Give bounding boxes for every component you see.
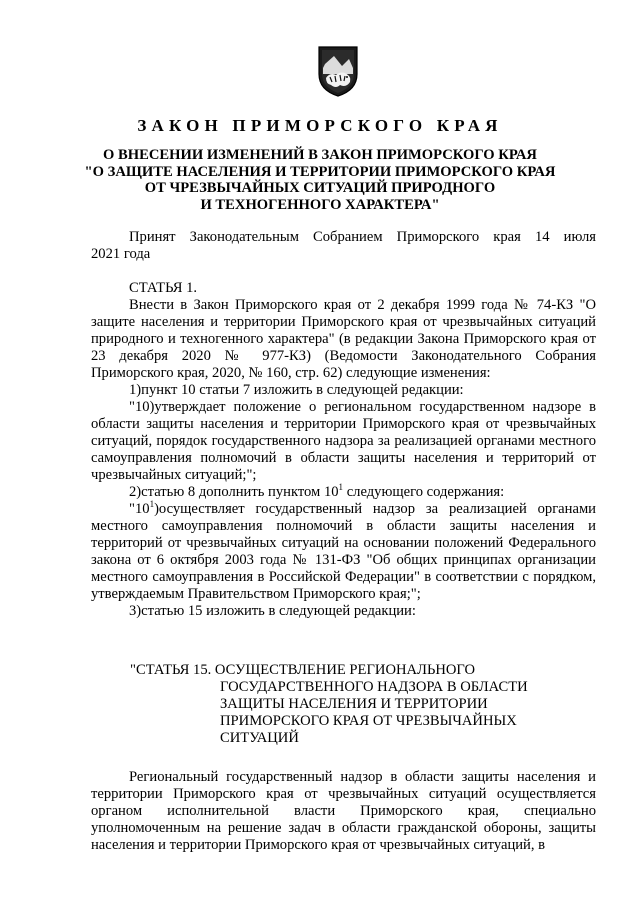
item-2-text-sup: 1 xyxy=(149,499,155,510)
item-2-sup: 1 xyxy=(338,482,344,493)
law-title: ЗАКОН ПРИМОРСКОГО КРАЯ xyxy=(137,116,503,135)
item-2-pre: 2)статью 8 дополнить пунктом 10 xyxy=(129,484,339,500)
item-2-post: следующего содержания: xyxy=(343,484,505,500)
article-1-intro: Внести в Закон Приморского края от 2 декабря 1999 года № 74-КЗ "О защите населения и территории Приморского края от чрезвычайных ситуаций природного и техногенного характера" (в редакции Закона Приморского края от 23 декабря 2020 № 977-КЗ) (Ведомости Законодательного Собрания Приморского края, 2020, № 160, стр. 62) следующие изменения: xyxy=(91,297,596,381)
adoption-line: 2021 года xyxy=(91,246,151,262)
article-15-heading-first: "СТАТЬЯ 15. ОСУЩЕСТВЛЕНИЕ РЕГИОНАЛЬНОГО xyxy=(130,662,476,678)
article-1-heading: СТАТЬЯ 1. xyxy=(129,280,198,296)
item-2-text-post: )осуществляет государственный надзор за реализацией органами местного самоуправления полномочий в области защиты населения и территорий от чрезвычайных ситуаций на основании положений Федерального закона от 6 октября 2003 года № 131-ФЗ "Об общих принципах организации местного самоуправления в Российской Федерации" в соответствии с порядком, утверждаемым Правительством Приморского края;"; xyxy=(91,501,596,602)
item-2 xyxy=(91,484,596,501)
coat-of-arms-icon xyxy=(316,44,360,98)
adoption-line: Принят Законодательным Собранием Приморского края 14 июля xyxy=(129,229,596,245)
item-3: 3)статью 15 изложить в следующей редакции: xyxy=(129,603,416,619)
item-2-text xyxy=(91,501,596,603)
article-15-paragraph: Региональный государственный надзор в области защиты населения и территории Приморского края от чрезвычайных ситуаций осуществляется органом исполнительной власти Приморского края, специально уполномоченным на решение задач в области гражданской обороны, защиты населения и территории Приморского края от чрезвычайных ситуаций, в xyxy=(91,769,596,853)
article-15-heading-rest: ГОСУДАРСТВЕННОГО НАДЗОРА В ОБЛАСТИ ЗАЩИТЫ НАСЕЛЕНИЯ И ТЕРРИТОРИИ ПРИМОРСКОГО КРАЯ ОТ ЧРЕЗВЫЧАЙНЫХ СИТУАЦИЙ xyxy=(220,679,528,746)
subtitle-line: О ВНЕСЕНИИ ИЗМЕНЕНИЙ В ЗАКОН ПРИМОРСКОГО КРАЯ xyxy=(103,147,537,163)
law-subtitle xyxy=(70,147,570,213)
subtitle-line: ОТ ЧРЕЗВЫЧАЙНЫХ СИТУАЦИЙ ПРИРОДНОГО xyxy=(144,180,496,196)
article-1 xyxy=(91,280,596,620)
item-1-text: "10)утверждает положение о региональном государственном надзоре в области защиты населения и территории Приморского края от чрезвычайных ситуаций, порядок государственного надзора за реализацией органами местного самоуправления полномочий в области защиты населения и территорий от чрезвычайных ситуаций;"; xyxy=(91,399,596,483)
article-15-body xyxy=(91,769,596,854)
subtitle-line: И ТЕХНОГЕННОГО ХАРАКТЕРА" xyxy=(200,196,440,213)
item-2-text-pre: "10 xyxy=(129,501,150,517)
subtitle-line: "О ЗАЩИТЕ НАСЕЛЕНИЯ И ТЕРРИТОРИИ ПРИМОРСКОГО КРАЯ xyxy=(84,163,556,180)
adoption-note xyxy=(91,229,596,263)
item-1: 1)пункт 10 статьи 7 изложить в следующей редакции: xyxy=(129,382,464,398)
